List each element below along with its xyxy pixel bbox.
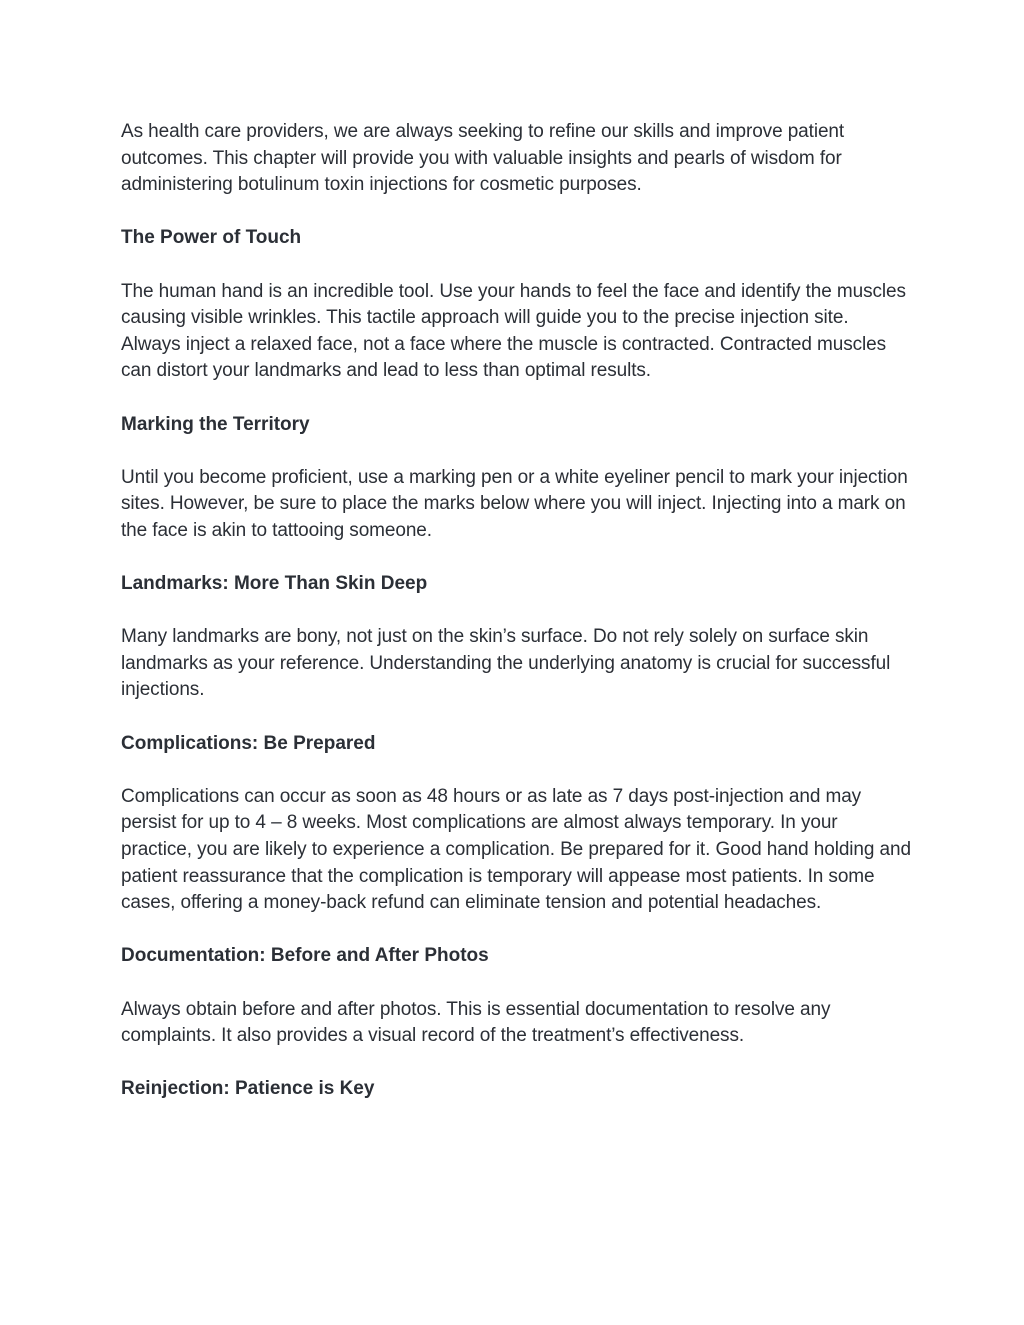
section-heading-reinjection: Reinjection: Patience is Key (121, 1078, 375, 1100)
section-heading-power-of-touch: The Power of Touch (121, 227, 302, 249)
section-body-landmarks: Many landmarks are bony, not just on the skin’s surface. Do not rely solely on surface skin landmarks as your reference. Understanding the underlying anatomy is crucial for successful injections. (121, 626, 891, 701)
section-body-marking-territory: Until you become proficient, use a marking pen or a white eyeliner pencil to mark your injection sites. However, be sure to place the marks below where you will inject. Injecting into a mark on the face is akin to tattooing someone. (121, 466, 908, 541)
section-heading-landmarks: Landmarks: More Than Skin Deep (121, 573, 428, 595)
section-body-documentation: Always obtain before and after photos. This is essential documentation to resolve any complaints. It also provides a visual record of the treatment’s effectiveness. (121, 998, 831, 1047)
section-heading-complications: Complications: Be Prepared (121, 732, 376, 754)
section-heading-marking-territory: Marking the Territory (121, 413, 310, 435)
document-page (121, 119, 911, 1130)
section-body-power-of-touch: The human hand is an incredible tool. Use your hands to feel the face and identify the muscles causing visible wrinkles. This tactile approach will guide you to the precise injection site. Always inject a relaxed face, not a face where the muscle is contracted. Contracted muscles can distort your landmarks and lead to less than optimal results. (121, 280, 906, 382)
section-body-complications: Complications can occur as soon as 48 hours or as late as 7 days post-injection and may persist for up to 4 – 8 weeks. Most complications are almost always temporary. In your practice, you are likely to experience a complication. Be prepared for it. Good hand holding and patient reassurance that the complication is temporary will appease most patients. In some cases, offering a money-back refund can eliminate tension and potential headaches. (121, 785, 911, 914)
intro-paragraph: As health care providers, we are always seeking to refine our skills and improve patient outcomes. This chapter will provide you with valuable insights and pearls of wisdom for administering botulinum toxin injections for cosmetic purposes. (121, 121, 845, 196)
section-heading-documentation: Documentation: Before and After Photos (121, 945, 489, 967)
